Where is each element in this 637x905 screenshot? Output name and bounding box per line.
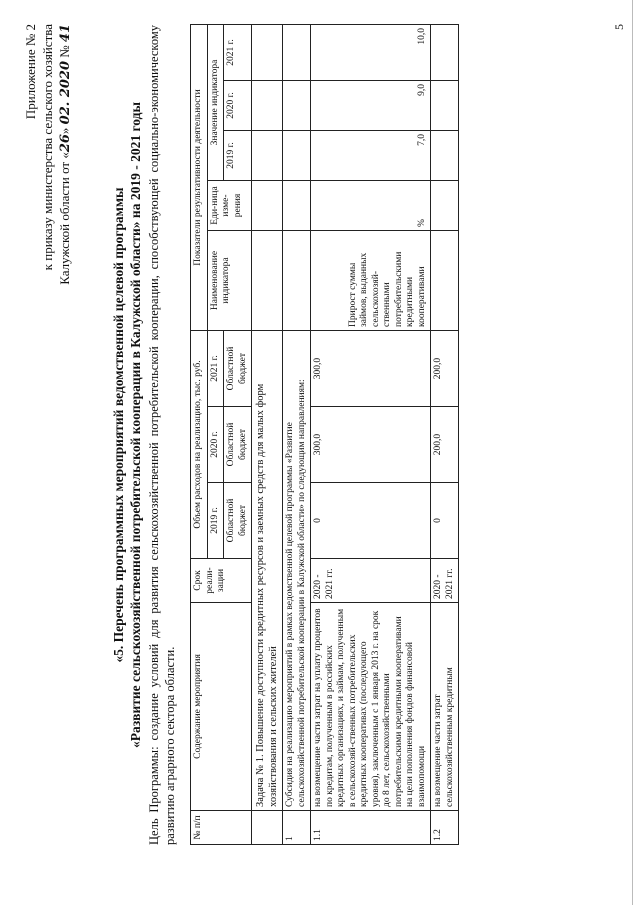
row-text: на возмещение части затрат сельскохозяйственным кредитным: [431, 603, 459, 811]
row-indicator-name: Прирост суммы займов, выданных сельскохозяй-ственными потребительскими кредитными кооперативами: [311, 231, 431, 331]
row-unit: %: [311, 181, 431, 231]
col-ind-2020: 2020 г.: [224, 81, 252, 131]
program-goal: Цель Программы: создание условий для развития сельскохозяйственной потребительской кооперации, способствующей социально-экономическому развитию аграрного сектора области.: [147, 25, 177, 845]
scan-edge: [632, 0, 633, 905]
col-term: Срок реали-зации: [191, 559, 252, 603]
col-ind-2021: 2021 г.: [224, 25, 252, 81]
task-text: Задача № 1. Повышение доступности кредитных ресурсов и заемных средств для малых форм хозяйствования и сельских жителей: [252, 331, 283, 811]
appendix-header: [22, 24, 74, 384]
col-budget-2020: Областной бюджет: [224, 407, 252, 483]
row-num: 1: [283, 811, 311, 845]
col-budget-2021: Областной бюджет: [224, 331, 252, 407]
handwritten-number: 41: [58, 24, 73, 43]
table-row-1-1: [311, 25, 431, 845]
appendix-order-ref: к приказу министерства сельского хозяйства: [40, 24, 55, 271]
col-budget-2019: Областной бюджет: [224, 483, 252, 559]
col-unit: Еди-ница изме-рения: [207, 181, 252, 231]
task-row: [252, 25, 283, 845]
col-2019: 2019 г.: [207, 483, 224, 559]
page-number: 5: [612, 24, 626, 30]
appendix-title: Приложение № 2: [23, 24, 38, 120]
row-2019: 0: [311, 483, 431, 559]
row-2021: 300,0: [311, 331, 431, 407]
row-ind-2020: 9,0: [311, 81, 431, 131]
row-2020: 200,0: [431, 407, 459, 483]
row-2020: 300,0: [311, 407, 431, 483]
row-num: 1.1: [311, 811, 431, 845]
col-2021: 2021 г.: [207, 331, 224, 407]
measures-table: [190, 24, 459, 845]
row-2019: 0: [431, 483, 459, 559]
row-ind-2021: 10,0: [311, 25, 431, 81]
col-content: Содержание мероприятия: [191, 603, 252, 811]
header-row-1: [191, 25, 208, 845]
handwritten-date: 02. 2020: [58, 61, 73, 125]
col-2020: 2020 г.: [207, 407, 224, 483]
col-indicator-value: Значение индикатора: [207, 25, 224, 181]
appendix-date-line: Калужской области от «26» 02. 2020 № 41: [57, 24, 73, 285]
col-volume: Объем расходов на реализацию, тыс. руб.: [191, 331, 208, 559]
row-text: Субсидия на реализацию мероприятий в рамках ведомственной целевой программы «Развитие сельскохозяйственной потребительской кооперации в Калужской области» по следующим направлениям:: [283, 331, 311, 811]
row-term: 2020 - 2021 гг.: [311, 559, 431, 603]
row-text: на возмещение части затрат на уплату процентов по кредитам, полученным в российских кредитных организациях, и займам, полученным в сельскохозяй-ственных потребительских кредитных кооперативах (последующего уровня), заключенным с 1 января 2013 г. на срок до 8 лет, сельскохозяйственными потребительскими кредитными кооперативами на цели пополнения фондов финансовой взаимопомощи: [311, 603, 431, 811]
col-ind-2019: 2019 г.: [224, 131, 252, 181]
row-2021: 200,0: [431, 331, 459, 407]
row-num: 1.2: [431, 811, 459, 845]
row-ind-2019: 7,0: [311, 131, 431, 181]
document-title: «5. Перечень программных мероприятий ведомственной целевой программы «Развитие сельскохозяйственной потребительской кооперации в Калужской области» на 2019 - 2021 годы: [111, 102, 143, 748]
table-row-1-2: [431, 25, 459, 845]
row-term: 2020 - 2021 гг.: [431, 559, 459, 603]
col-indicators: Показатели результативности деятельности: [191, 25, 208, 331]
handwritten-day: 26: [58, 134, 73, 153]
col-num: № п/п: [191, 811, 252, 845]
col-indicator-name: Наименование индикатора: [207, 231, 252, 331]
table-row-1: [283, 25, 311, 845]
